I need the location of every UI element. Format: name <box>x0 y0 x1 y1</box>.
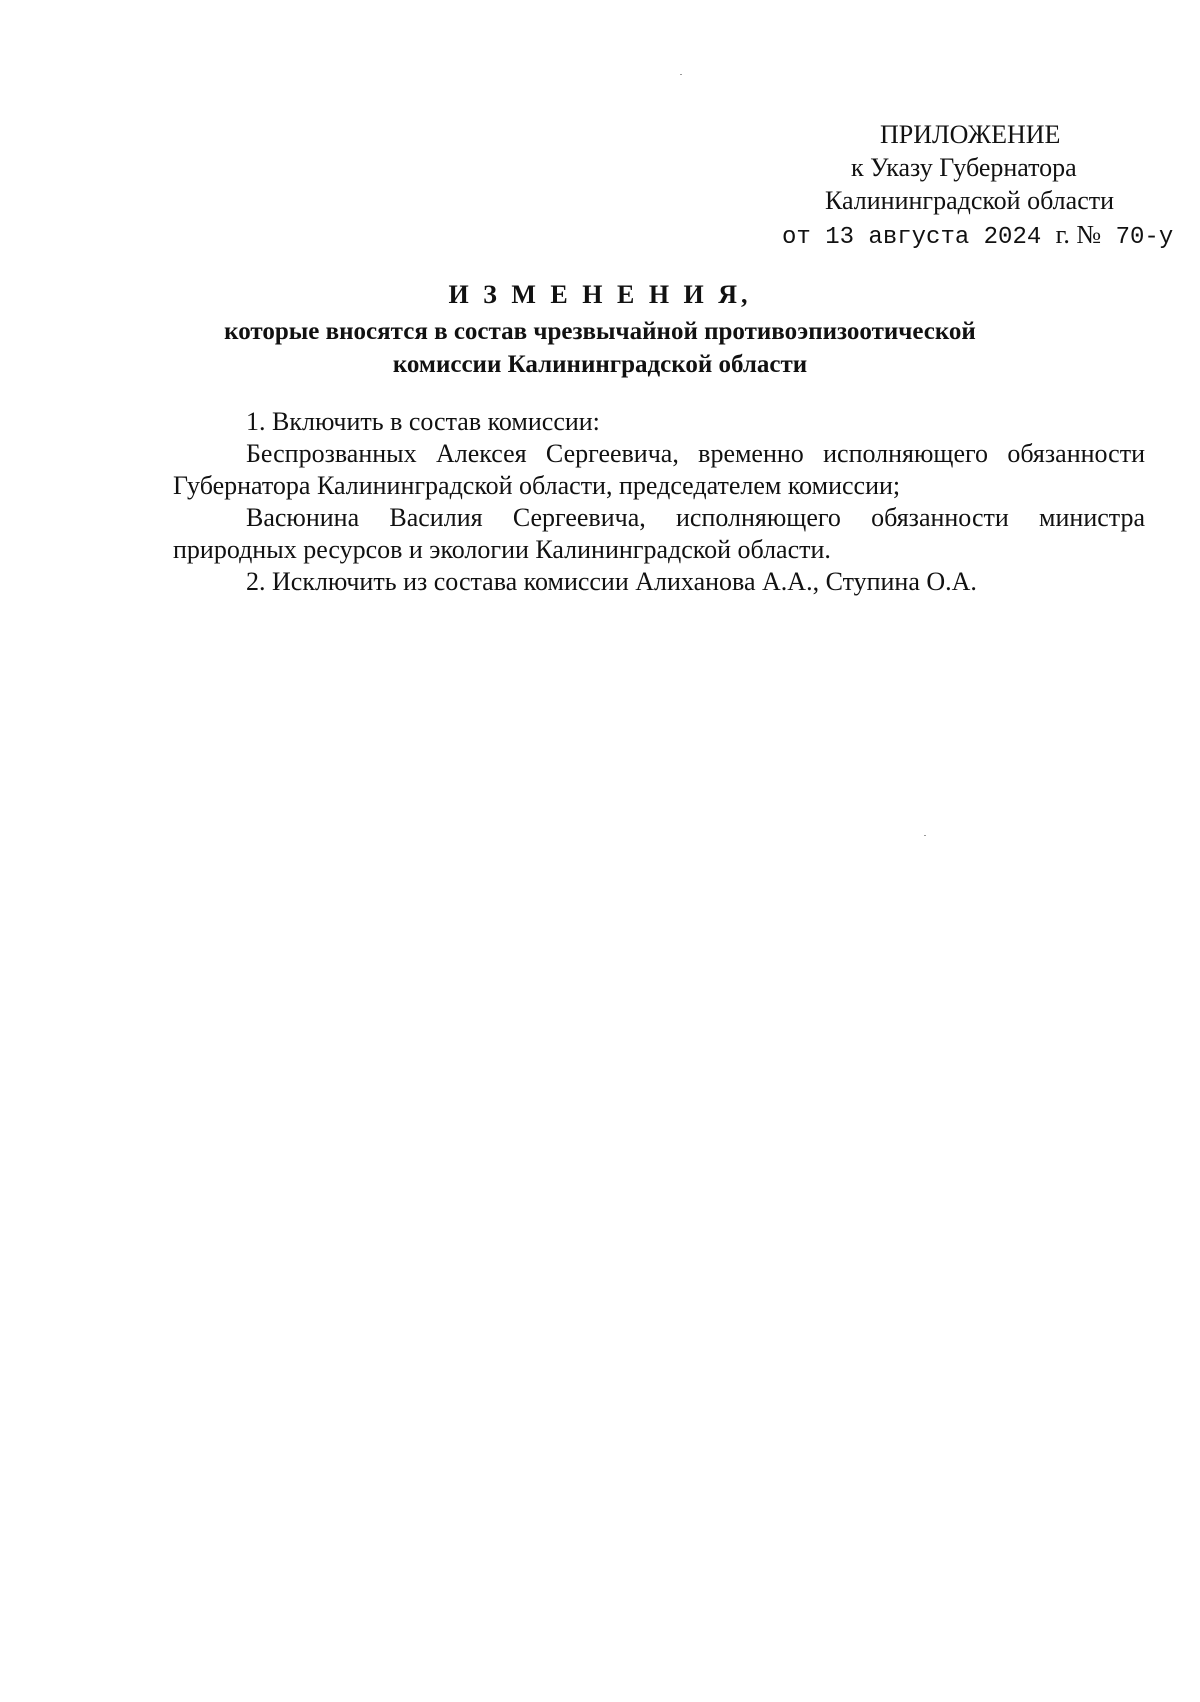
scan-speck <box>924 835 926 836</box>
appendix-title: ПРИЛОЖЕНИЕ <box>880 120 1061 149</box>
subtitle-line-2: комиссии Калининградской области <box>392 351 808 378</box>
date-value: 13 августа 2024 <box>825 224 1042 251</box>
paragraph-include-heading: 1. Включить в состав комиссии: <box>246 407 600 436</box>
document-title: И З М Е Н Е Н И Я, <box>448 280 752 309</box>
decree-number: 70-у <box>1115 224 1174 251</box>
subtitle-line-1: которые вносятся в состав чрезвычайной противоэпизоотической <box>224 318 976 345</box>
date-prefix: от <box>782 224 811 251</box>
paragraph-exclude: 2. Исключить из состава комиссии Алиханова А.А., Ступина О.А. <box>246 567 977 596</box>
appendix-reference: к Указу Губернатора <box>851 153 1077 182</box>
document-body <box>173 406 1145 598</box>
paragraph-member-minister: Васюнина Василия Сергеевича, исполняющего обязанности министра природных ресурсов и экологии Калининградской области. <box>173 503 1145 564</box>
appendix-region: Калининградской области <box>825 186 1115 215</box>
document-subtitle <box>150 315 1050 381</box>
paragraph-member-chairman: Беспрозванных Алексея Сергеевича, временно исполняющего обязанности Губернатора Калининградской области, председателем комиссии; <box>173 439 1145 500</box>
scan-speck <box>680 74 682 75</box>
appendix-date-number <box>782 218 1173 254</box>
year-number-label: г. № <box>1055 220 1102 249</box>
